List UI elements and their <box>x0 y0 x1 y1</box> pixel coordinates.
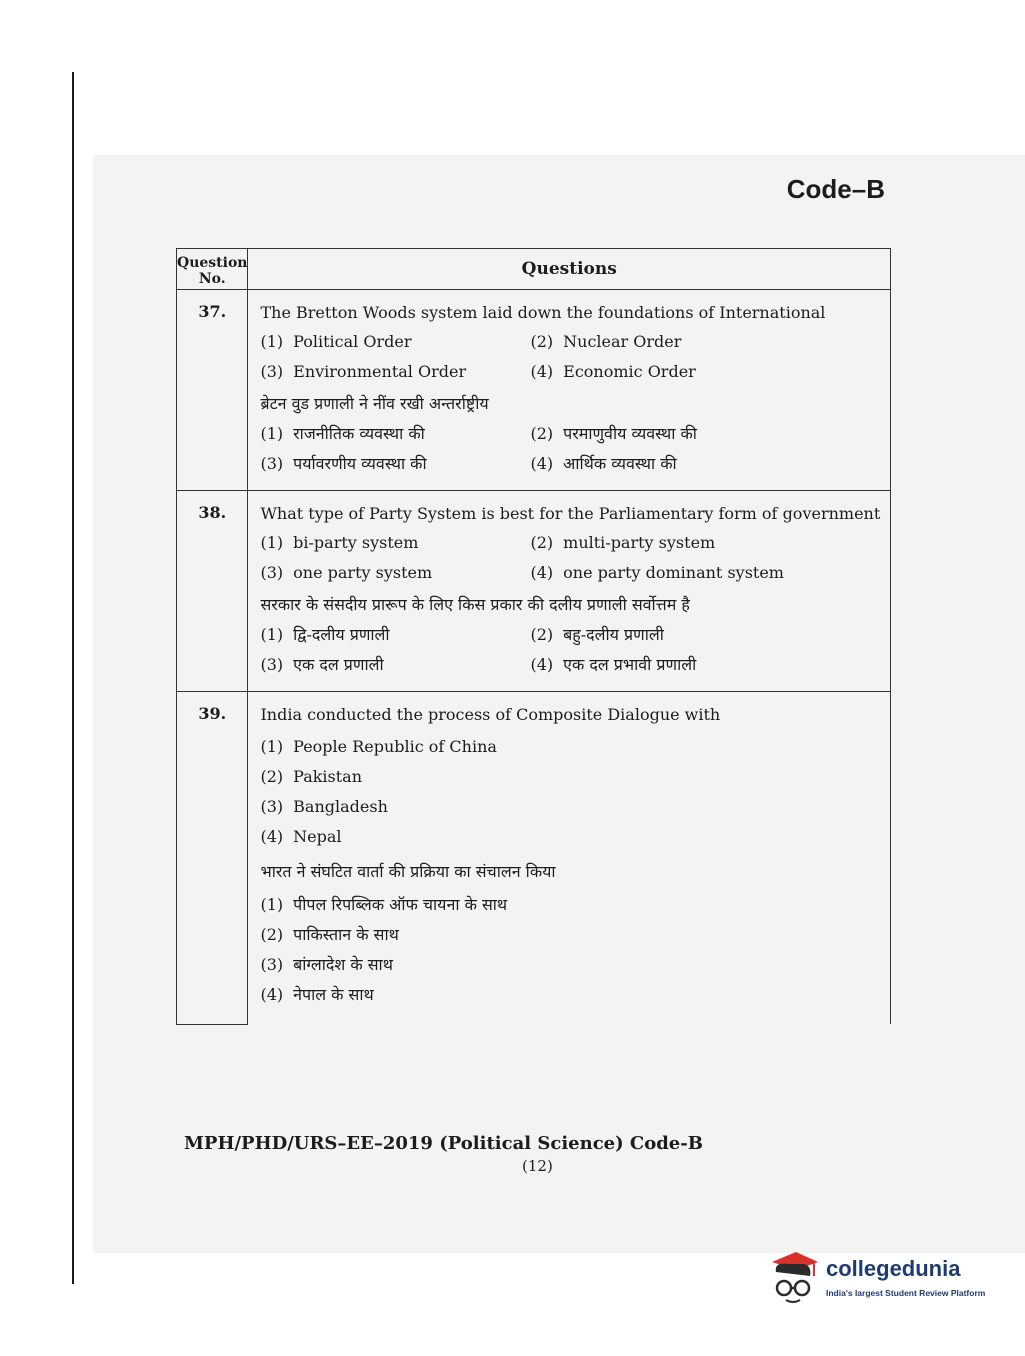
page-number: (12) <box>522 1157 553 1175</box>
brand-tagline: India's largest Student Review Platform <box>826 1288 986 1298</box>
question-body <box>248 290 891 491</box>
question-stem-en: The Bretton Woods system laid down the foundations of International <box>260 303 826 322</box>
option: (2) बहु-दलीय प्रणाली <box>530 625 664 644</box>
paper-code: Code–B <box>786 174 885 204</box>
option: (3) Environmental Order <box>260 362 467 381</box>
question-no-header: Question No. <box>177 249 248 290</box>
option: (1) bi-party system <box>260 533 419 552</box>
question-stem-hi: ब्रेटन वुड प्रणाली ने नींव रखी अन्तर्राष्ट्रीय <box>260 394 489 413</box>
option: (4) one party dominant system <box>530 563 784 582</box>
question-row <box>177 692 891 1025</box>
option: (2) पाकिस्तान के साथ <box>260 925 399 944</box>
option: (1) People Republic of China <box>260 737 497 756</box>
question-number: 37. <box>177 290 248 491</box>
paper-footer-title: MPH/PHD/URS–EE–2019 (Political Science) Code-B <box>184 1133 703 1154</box>
question-stem-hi: भारत ने संघटित वार्ता की प्रक्रिया का संचालन किया <box>260 862 556 881</box>
question-row <box>177 491 891 692</box>
collegedunia-logo <box>766 1248 996 1308</box>
question-table <box>176 248 891 1025</box>
question-stem-hi: सरकार के संसदीय प्रारूप के लिए किस प्रकार की दलीय प्रणाली सर्वोत्तम है <box>260 595 690 614</box>
options-en <box>260 732 886 852</box>
questions-header: Questions <box>248 249 891 290</box>
option: (3) एक दल प्रणाली <box>260 655 384 674</box>
mascot-icon <box>766 1248 822 1308</box>
brand-name: collegedunia <box>826 1256 961 1281</box>
question-stem-en: India conducted the process of Composite Dialogue with <box>260 705 721 724</box>
option: (1) Political Order <box>260 332 412 351</box>
options-hi <box>260 422 886 476</box>
option: (4) Economic Order <box>530 362 696 381</box>
question-stem-en: What type of Party System is best for the Parliamentary form of government <box>260 504 881 523</box>
options-hi <box>260 623 886 677</box>
question-number: 39. <box>177 692 248 1025</box>
question-body <box>248 692 891 1025</box>
option: (2) Nuclear Order <box>530 332 682 351</box>
option: (3) one party system <box>260 563 433 582</box>
question-body <box>248 491 891 692</box>
option: (1) द्वि-दलीय प्रणाली <box>260 625 390 644</box>
left-margin-rule <box>72 72 74 1284</box>
option: (2) Pakistan <box>260 767 363 786</box>
option: (2) परमाणुवीय व्यवस्था की <box>530 424 697 443</box>
options-en <box>260 330 886 384</box>
option: (2) multi-party system <box>530 533 716 552</box>
table-header-row <box>177 249 891 290</box>
options-en <box>260 531 886 585</box>
question-row <box>177 290 891 491</box>
option: (4) नेपाल के साथ <box>260 985 374 1004</box>
question-number: 38. <box>177 491 248 692</box>
option: (4) आर्थिक व्यवस्था की <box>530 454 677 473</box>
option: (1) पीपल रिपब्लिक ऑफ चायना के साथ <box>260 895 508 914</box>
option: (3) Bangladesh <box>260 797 388 816</box>
option: (4) एक दल प्रभावी प्रणाली <box>530 655 697 674</box>
option: (3) बांग्लादेश के साथ <box>260 955 393 974</box>
option: (1) राजनीतिक व्यवस्था की <box>260 424 425 443</box>
option: (4) Nepal <box>260 827 342 846</box>
option: (3) पर्यावरणीय व्यवस्था की <box>260 454 427 473</box>
options-hi <box>260 890 886 1010</box>
